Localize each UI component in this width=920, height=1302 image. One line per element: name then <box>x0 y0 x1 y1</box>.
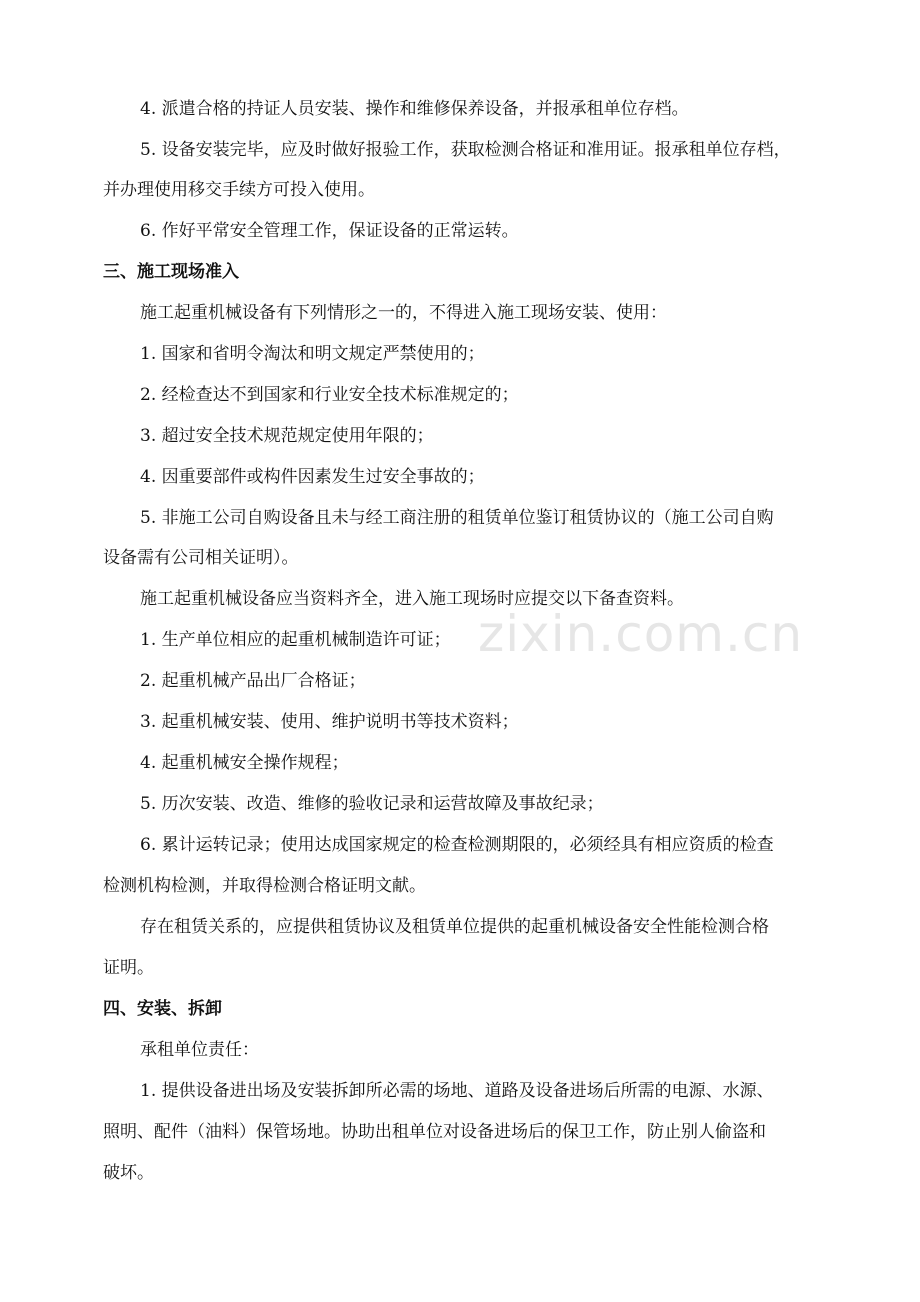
text-line: 照明、配件（油料）保管场地。协助出租单位对设备进场后的保卫工作，防止别人偷盗和 <box>103 1122 766 1142</box>
text-line: 存在租赁关系的，应提供租赁协议及租赁单位提供的起重机械设备安全性能检测合格 <box>140 917 769 937</box>
text-line: 1. 生产单位相应的起重机械制造许可证； <box>140 630 451 650</box>
text-line: 施工起重机械设备有下列情形之一的，不得进入施工现场安装、使用： <box>140 303 667 323</box>
text-line: 并办理使用移交手续方可投入使用。 <box>103 180 375 200</box>
text-line: 检测机构检测，并取得检测合格证明文献。 <box>103 876 426 896</box>
text-line: 破坏。 <box>103 1163 154 1183</box>
text-line: 1. 国家和省明令淘汰和明文规定严禁使用的； <box>140 344 485 364</box>
text-line: 4. 因重要部件或构件因素发生过安全事故的； <box>140 467 485 487</box>
text-line: 设备需有公司相关证明）。 <box>103 548 299 568</box>
text-line: 5. 设备安装完毕，应及时做好报验工作，获取检测合格证和准用证。报承租单位存档， <box>140 140 791 160</box>
text-line: 1. 提供设备进出场及安装拆卸所必需的场地、道路及设备进场后所需的电源、水源、 <box>140 1081 774 1101</box>
text-line: 2. 起重机械产品出厂合格证； <box>140 671 366 691</box>
text-line: 3. 起重机械安装、使用、维护说明书等技术资料； <box>140 712 519 732</box>
text-line: 4. 派遣合格的持证人员安装、操作和维修保养设备，并报承租单位存档。 <box>140 99 689 119</box>
text-line: 2. 经检查达不到国家和行业安全技术标准规定的； <box>140 385 519 405</box>
text-line: 3. 超过安全技术规范规定使用年限的； <box>140 426 434 446</box>
text-line: 6. 作好平常安全管理工作，保证设备的正常运转。 <box>140 221 519 241</box>
text-line: 施工起重机械设备应当资料齐全，进入施工现场时应提交以下备查资料。 <box>140 589 684 609</box>
section-heading: 四、安装、拆卸 <box>103 999 222 1019</box>
text-line: 5. 历次安装、改造、维修的验收记录和运营故障及事故纪录； <box>140 794 604 814</box>
text-line: 6. 累计运转记录；使用达成国家规定的检查检测期限的，必须经具有相应资质的检查 <box>140 835 774 855</box>
text-line: 证明。 <box>103 958 154 978</box>
text-line: 5. 非施工公司自购设备且未与经工商注册的租赁单位鉴订租赁协议的（施工公司自购 <box>140 508 774 528</box>
watermark: zixin.com.cn <box>478 605 804 663</box>
text-line: 承租单位责任： <box>140 1040 259 1060</box>
section-heading: 三、施工现场准入 <box>103 262 239 282</box>
text-line: 4. 起重机械安全操作规程； <box>140 753 349 773</box>
